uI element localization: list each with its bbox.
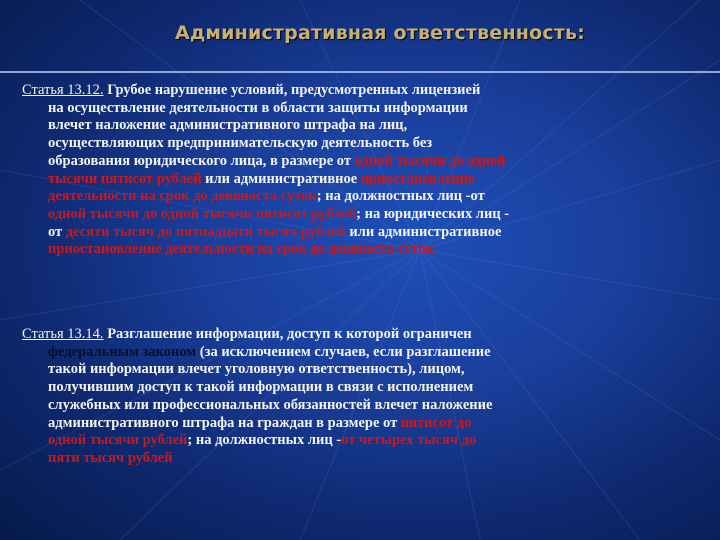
highlighted-penalty-text: пятисот до [400, 414, 472, 431]
highlighted-penalty-text: пяти тысяч рублей [48, 449, 173, 466]
text-line [22, 135, 702, 153]
highlighted-penalty-text: тысячи пятисот рублей [48, 170, 202, 187]
article-reference-link[interactable]: Статья 13.14. [22, 326, 104, 342]
text-line [22, 224, 702, 242]
text-line [22, 379, 702, 397]
text-line [22, 432, 702, 450]
article-13-14-paragraph [22, 326, 702, 468]
text-line [22, 344, 702, 362]
text-segment: или административное [345, 223, 502, 240]
article-reference-link[interactable]: Статья 13.12. [22, 82, 104, 98]
text-segment: ; на юридических лиц - [356, 205, 510, 222]
article-13-12-paragraph [22, 82, 702, 259]
text-line [22, 361, 702, 379]
text-segment: получившим доступ к такой информации в связи с исполнением [48, 379, 474, 396]
highlighted-penalty-text: одной тысячи до одной [354, 152, 506, 169]
highlighted-penalty-text: деятельности на срок до девяноста суток [48, 188, 317, 205]
highlighted-penalty-text: от четырех тысяч до [341, 432, 477, 449]
text-segment: образования юридического лица, в размере от [48, 152, 355, 169]
text-segment: или административное [201, 170, 361, 187]
text-segment: на осуществление деятельности в области защиты информации [48, 99, 468, 116]
text-segment: служебных или профессиональных обязанностей влечет наложение [48, 396, 493, 413]
text-line [22, 188, 702, 206]
text-segment: осуществляющих предпринимательскую деятельность без [48, 135, 433, 152]
text-segment: административного штрафа на граждан в размере от [48, 414, 401, 431]
slide-title: Административная ответственность: [174, 22, 586, 44]
text-segment: ; на должностных лиц -от [316, 188, 485, 205]
text-segment: такой информации влечет уголовную ответственность), лицом, [48, 361, 465, 378]
highlighted-penalty-text: одной тысячи рублей [48, 432, 188, 449]
text-segment: Разглашение информации, доступ к которой ограничен [103, 326, 472, 342]
highlighted-penalty-text: приостановление [360, 170, 475, 187]
text-line [22, 450, 702, 468]
text-line [22, 415, 702, 433]
text-segment: Грубое нарушение условий, предусмотренных лицензией [103, 82, 481, 98]
text-line [22, 171, 702, 189]
text-line [22, 326, 702, 344]
text-line [22, 397, 702, 415]
highlighted-penalty-text: одной тысячи до одной тысячи пятисот рублей [48, 205, 357, 222]
text-line [22, 117, 702, 135]
text-line [22, 206, 702, 224]
text-line [22, 100, 702, 118]
highlighted-penalty-text: десяти тысяч до пятнадцати тысяч рублей [65, 223, 346, 240]
highlighted-penalty-text: приостановление деятельности на срок до девяноста суток. [48, 241, 438, 258]
text-line [22, 241, 702, 259]
title-divider [0, 71, 720, 73]
text-segment: (за исключением случаев, если разглашение [196, 343, 491, 360]
text-segment: влечет наложение административного штрафа на лиц, [48, 117, 408, 134]
text-segment: ; на должностных лиц - [187, 432, 342, 449]
text-line [22, 153, 702, 171]
text-line [22, 82, 702, 100]
text-segment: от [48, 223, 66, 240]
text-segment: федеральным законом [48, 343, 197, 360]
